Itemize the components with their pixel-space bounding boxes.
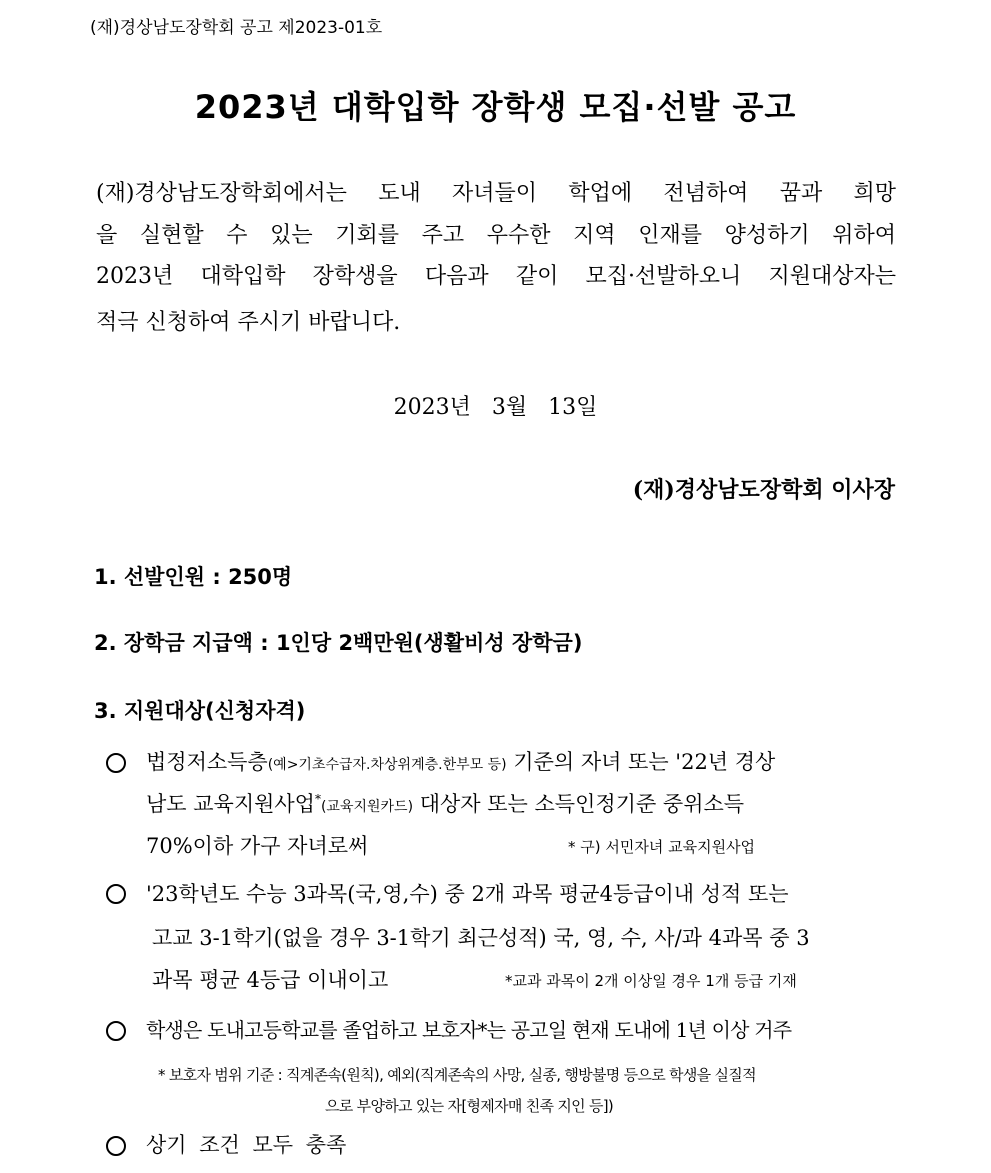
criterion-1-line-2: [146, 788, 744, 818]
section-eligibility: 3. 지원대상(신청자격): [94, 699, 306, 723]
intro-line-1: (재)경상남도장학회에서는 도내 자녀들이 학업에 전념하여 꿈과 희망: [96, 181, 896, 206]
bullet-circle-icon: [106, 1021, 126, 1041]
section-selection-count: 1. 선발인원 : 250명: [94, 565, 293, 589]
criterion-1-card: (교육지원카드): [320, 799, 414, 815]
intro-line-2: 을 실현할 수 있는 기회를 주고 우수한 지역 인재를 양성하기 위하여: [96, 223, 896, 248]
page-title: 2023년 대학입학 장학생 모집·선발 공고: [194, 88, 797, 126]
issuer-signature: (재)경상남도장학회 이사장: [632, 477, 895, 503]
criterion-1-line-3: 70%이하 가구 자녀로써: [146, 834, 369, 858]
criterion-2-line-3: 과목 평균 4등급 이내이고: [152, 968, 389, 992]
criterion-2-line-2: 고교 3-1학기(없을 경우 3-1학기 최근성적) 국, 영, 수, 사/과 4과목 중 3: [152, 926, 810, 950]
criterion-1-note: * 구) 서민자녀 교육지원사업: [568, 838, 756, 856]
issue-date: 2023년 3월 13일: [393, 395, 598, 420]
document-number: (재)경상남도장학회 공고 제2023-01호: [90, 18, 383, 38]
criterion-1-text-b: 기준의 자녀 또는 '22년 경상: [513, 750, 776, 774]
criterion-1-program: 남도 교육지원사업: [146, 792, 315, 816]
section-scholarship-amount: 2. 장학금 지급액 : 1인당 2백만원(생활비성 장학금): [94, 631, 583, 655]
criterion-1-income: 대상자 또는 소득인정기준 중위소득: [419, 792, 745, 816]
footnote-marker: *: [314, 792, 321, 806]
guardian-note-line-1: * 보호자 범위 기준 : 직계존속(원칙), 예외(직계존속의 사망, 실종, 행방불명 등으로 학생을 실질적: [158, 1066, 756, 1084]
criterion-1-example: (예>기초수급자.차상위계층.한부모 등): [267, 757, 507, 773]
criterion-1-line-1: [146, 746, 775, 776]
intro-line-4: 적극 신청하여 주시기 바랍니다.: [96, 310, 401, 335]
criterion-2-note: *교과 과목이 2개 이상일 경우 1개 등급 기재: [505, 972, 797, 990]
criterion-2-line-1: '23학년도 수능 3과목(국,영,수) 중 2개 과목 평균4등급이내 성적 또는: [146, 882, 789, 906]
bullet-circle-icon: [106, 884, 126, 904]
criterion-4-line-1: 상기 조건 모두 충족: [146, 1133, 347, 1157]
bullet-circle-icon: [106, 1136, 126, 1156]
criterion-1-text: 법정저소득층: [146, 750, 268, 774]
criterion-3-line-1: 학생은 도내고등학교를 졸업하고 보호자*는 공고일 현재 도내에 1년 이상 거주: [146, 1018, 792, 1042]
intro-line-3: 2023년 대학입학 장학생을 다음과 같이 모집·선발하오니 지원대상자는: [96, 264, 896, 289]
bullet-circle-icon: [106, 753, 126, 773]
guardian-note-line-2: 으로 부양하고 있는 자[형제자매 친족 지인 등]): [325, 1097, 614, 1115]
